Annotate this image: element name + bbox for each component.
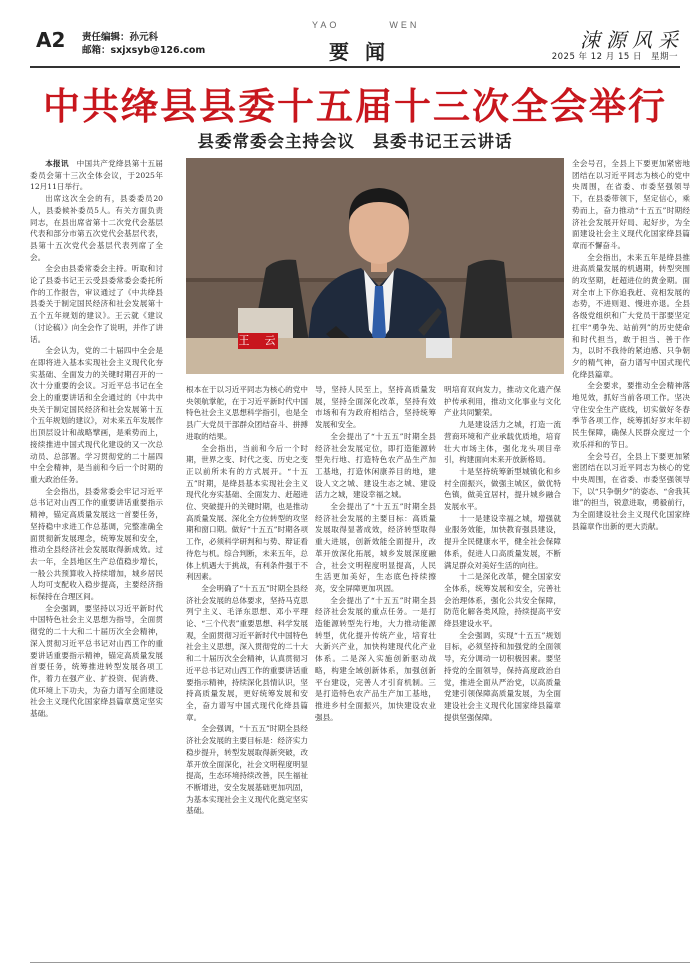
article-paragraph: 全会强调，“十五五”时期全县经济社会发展的主要目标是：经济实力稳步提升，转型发展取得新突破，改革开放全面深化，社会文明程度明显提高，生态环境持续改善，民生福祉不断增进，安全发展基础更加巩固，为基本实现社会主义现代化奠定坚实基础。: [186, 724, 308, 816]
article-paragraph: 十一是建设幸福之城，增强就业服务效能，加快教育强县建设，提升全民健康水平，健全社会保障体系，促进人口高质量发展，不断满足群众对美好生活的向往。: [444, 513, 561, 570]
editor-info: [82, 31, 205, 57]
article-paragraph: 导，坚持人民至上，坚持高质量发展，坚持全面深化改革，坚持有效市场和有为政府相结合，坚持统筹发展和安全。: [315, 385, 436, 430]
article-paragraph: 十二是深化改革，健全国家安全体系，统筹发展和安全，完善社会治理体系，强化公共安全保障，防范化解各类风险，持续提高平安绛县建设水平。: [444, 572, 561, 629]
article-paragraph: 本报讯 中国共产党绛县第十五届委员会第十三次全体会议，于2025年12月11日举行。: [30, 159, 163, 192]
headline: 中共绛县县委十五届十三次全会举行: [43, 85, 667, 128]
footer-divider: [30, 962, 690, 963]
article-column-3: [315, 384, 436, 960]
issue-date: 2025 年 12 月 15 日 星期一: [551, 52, 678, 62]
section-en-right: WEN: [389, 20, 420, 30]
article-column-1: [30, 158, 163, 958]
article-paragraph: 全会明确了“十五五”时期全县经济社会发展的总体要求，坚持马克思列宁主义、毛泽东思想、邓小平理论、“三个代表”重要思想、科学发展观，全面贯彻习近平新时代中国特色社会主义思想，深入贯彻党的二十大和二十届历次全会精神，认真贯彻习近平总书记对山西工作的重要讲话重要指示精神，持续深化县情认识，坚持高质量发展，更好统筹发展和安全，奋力谱写中国式现代化绛县篇章。: [186, 583, 308, 722]
page-number: A2: [36, 28, 66, 52]
section-english: [312, 20, 419, 30]
article-paragraph: 全会提出了“十五五”时期全县经济社会发展的重点任务。一是打造能源转型先行地，大力推动能源转型，优化提升传统产业，培育壮大新兴产业，加快构建现代化产业体系。二是深入实施创新驱动战略，构建全域创新体系，加强创新平台建设，完善人才引育机制。三是打造特色农产品生产加工基地，推进乡村全面振兴，加快建设农业强县。: [315, 595, 436, 722]
section-en-left: YAO: [312, 20, 340, 30]
article-paragraph: 全会强调，要坚持以习近平新时代中国特色社会主义思想为指导，全面贯彻党的二十大和二十届历次全会精神，深入贯彻习近平总书记对山西工作的重要讲话重要指示精神，锚定高质量发展首要任务，统筹推进转型发展各项工作，着力在强产业、扩投资、促消费、优环境上下功夫，为奋力谱写全面建设社会主义现代化国家绛县篇章奠定坚实基础。: [30, 603, 163, 719]
article-paragraph: 全会提出了“十五五”时期全县经济社会发展定位，即打造能源转型先行地、打造特色农产品生产加工基地，打造休闲康养目的地，建设人文之城、建设生态之城、建设活力之城，建设幸福之城。: [315, 431, 436, 500]
article-paragraph: 全会指出，县委常委会牢记习近平总书记对山西工作的重要讲话重要指示精神，锚定高质量发展这一首要任务，坚持稳中求进工作总基调，完整准确全面贯彻新发展理念，统筹发展和安全，推动全县经济社会发展取得新成效。过去一年，全县地区生产总值稳步增长，一般公共预算收入持续增加，城乡居民人均可支配收入稳步提高，主要经济指标保持在合理区间。: [30, 486, 163, 602]
speaker-nameplate: 王 云: [238, 334, 278, 347]
article-column-4: [444, 384, 561, 960]
article-paragraph: 明培育双向发力，推动文化遗产保护传承利用，推动文化事业与文化产业共同繁荣。: [444, 385, 561, 418]
newspaper-name: 涑源风采: [580, 28, 684, 52]
article-column-5: [572, 158, 690, 958]
article-paragraph: 全会强调，实现“十五五”规划目标，必须坚持和加强党的全面领导，充分调动一切积极因素。要坚持党的全面领导，保持高度政治自觉，推进全面从严治党，以高质量党建引领保障高质量发展，为全面建设社会主义现代化国家绛县篇章提供坚强保障。: [444, 630, 561, 722]
article-paragraph: 十是坚持统筹新型城镇化和乡村全面振兴，做强主城区，做优特色镇，做美宜居村，提升城乡融合发展水平。: [444, 466, 561, 512]
article-column-2: [186, 384, 308, 960]
article-paragraph: 全会认为，党的二十届四中全会是在即将进入基本实现社会主义现代化夯实基础、全面发力的关键时期召开的一次十分重要的会议。习近平总书记在全会上的重要讲话和全会通过的《中共中央关于制定国民经济和社会发展第十五个五年规划的建议》，对未来五年发展作出顶层设计和战略擘画，是乘势而上，接续推进中国式现代化建设的又一次总动员、总部署。学习贯彻党的二十届四中全会精神，是当前和今后一个时期的重大政治任务。: [30, 346, 163, 484]
article-paragraph: 全会号召，全县上下要更加紧密地团结在以习近平同志为核心的党中央周围，在省委、市委坚强领导下，在县委带领下，坚定信心，乘势而上，奋力推动“十五五”时期经济社会发展开好局、起好步，为全面建设社会主义现代化国家绛县篇章而不懈奋斗。: [572, 159, 690, 250]
article-paragraph: 全会要求，要推动全会精神落地见效，抓好当前各项工作。坚决守住安全生产底线，切实做好冬春季节各项工作，统筹抓好岁末年初民生保障，确保人民群众度过一个欢乐祥和的节日。: [572, 381, 690, 449]
header-divider: [30, 66, 680, 68]
article-paragraph: 全会指出，当前和今后一个时期，世界之变、时代之变、历史之变正以前所未有的方式展开。“十五五”时期，是绛县基本实现社会主义现代化夯实基础、全面发力、赶超进位、突破提升的关键时期，也是推动高质量发展、深化全方位转型的攻坚期和窗口期。做好“十五五”时期各项工作，必须科学研判和与势、辩证看待危与机。综合判断，未来五年，总体上机遇大于挑战，有利条件强于不利因素。: [186, 443, 308, 582]
byline: 本报讯: [45, 159, 69, 168]
article-paragraph: 出席这次全会的有，县委委员20人，县委候补委员5人。有关方面负责同志，在县出席省第十二次党代会基层代表和部分市第五次党代会基层代表，县第十五次党代会基层代表列席了全会。: [30, 194, 163, 262]
article-paragraph: 全会由县委常委会主持。听取和讨论了县委书记王云受县委常委会委托所作的工作报告，审议通过了《中共绛县县委关于制定国民经济和社会发展第十五个五年规划的建议》。王云就《建议（讨论稿）》向全会作了说明，并作了讲话。: [30, 264, 163, 344]
section-title: 要闻: [329, 40, 401, 64]
article-paragraph: 全会号召，全县上下要更加紧密团结在以习近平同志为核心的党中央周围，在省委、市委坚强领导下，以“只争朝夕”的姿态、“舍我其谁”的担当，锐意进取，勇毅前行，为全面建设社会主义现代化国家绛县篇章作出新的更大贡献。: [572, 451, 690, 531]
subheadline: 县委常委会主持会议 县委书记王云讲话: [197, 132, 513, 151]
article-paragraph: 全会指出，未来五年是绛县推进高质量发展的机遇期，转型突围的攻坚期，赶超进位的黄金期。面对全市上下你追我赶、竞相发展的态势，不进则退、慢进亦退。全县各级党组织和广大党员干部要坚定扛牢“勇争先、站前列”的历史使命和时代担当，敢于担当、善于作为，以时不我待的紧迫感、只争朝夕的精气神，奋力谱写中国式现代化绛县篇章。: [572, 252, 690, 379]
page-header: [30, 14, 690, 66]
article-paragraph: 全会提出了“十五五”时期全县经济社会发展的主要目标：高质量发展取得显著成效，经济转型取得重大进展，创新效能全面提升，改革开放深化拓展，城乡发展深度融合，社会文明程度明显提高，人民生活更加美好，生态底色持续擦亮，安全屏障更加巩固。: [315, 502, 436, 593]
editor-email: 邮箱：sxjxsyb@126.com: [82, 45, 206, 56]
article-paragraph: 九是建设活力之城，打造一流营商环境和产业承载优质地，培育壮大市场主体，强化龙头项目牵引，构建面向未来开放新格局。: [444, 420, 561, 465]
editor-name: 责任编辑：孙元科: [82, 32, 159, 43]
article-paragraph: 根本在于以习近平同志为核心的党中央领航掌舵，在于习近平新时代中国特色社会主义思想科学指引，也是全县广大党员干部群众团结奋斗、拼搏进取的结果。: [186, 385, 308, 441]
